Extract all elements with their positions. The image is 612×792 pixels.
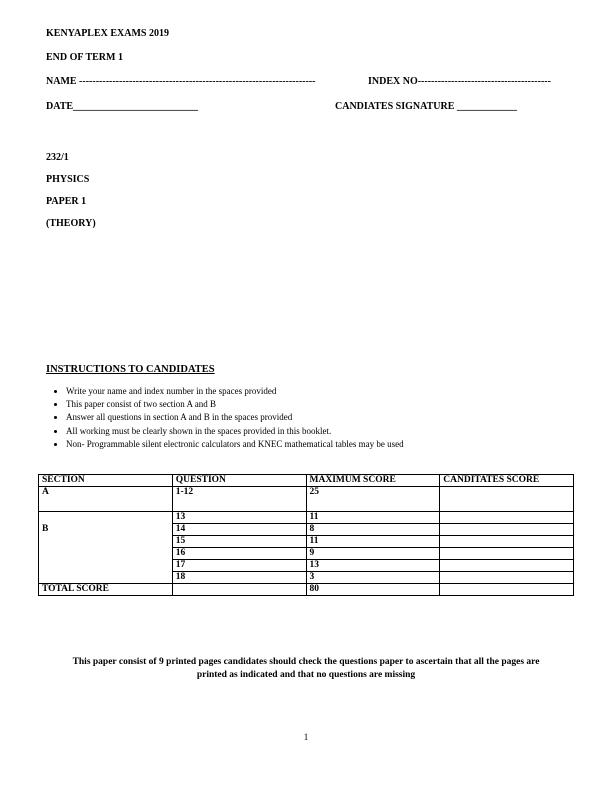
question-cell: 15	[172, 536, 306, 548]
total-label: TOTAL SCORE	[39, 584, 173, 596]
signature-field: CANDIATES SIGNATURE ____________	[335, 101, 517, 112]
candidate-score-cell[interactable]	[440, 536, 574, 548]
instruction-item: • Write your name and index number in the spaces provided	[66, 385, 404, 398]
instructions-title: INSTRUCTIONS TO CANDIDATES	[46, 364, 215, 375]
question-cell: 1-12	[172, 487, 306, 512]
candidate-score-cell[interactable]	[440, 487, 574, 512]
instruction-item: • Non- Programmable silent electronic calculators and KNEC mathematical tables may be used	[66, 438, 404, 451]
header-cell: QUESTION	[172, 475, 306, 487]
question-cell: 14	[172, 524, 306, 536]
max-score-cell: 25	[306, 487, 440, 512]
table-row	[39, 487, 574, 512]
max-score-cell: 11	[306, 512, 440, 524]
instruction-item: • All working must be clearly shown in the spaces provided in this booklet.	[66, 425, 404, 438]
exam-title: KENYAPLEX EXAMS 2019	[46, 28, 169, 39]
subject: PHYSICS	[46, 174, 90, 185]
candidate-score-cell[interactable]	[440, 560, 574, 572]
name-field: NAME -----------------------------------------------------------------------	[46, 76, 316, 87]
section-cell: A	[39, 487, 173, 512]
candidate-score-cell[interactable]	[440, 524, 574, 536]
table-row	[39, 512, 574, 524]
total-row	[39, 584, 574, 596]
header-cell: CANDITATES SCORE	[440, 475, 574, 487]
page-number: 1	[303, 732, 309, 742]
table-header-row	[39, 475, 574, 487]
paper-code: 232/1	[46, 152, 69, 163]
paper-type: (THEORY)	[46, 218, 96, 229]
candidate-score-cell[interactable]	[440, 512, 574, 524]
term-label: END OF TERM 1	[46, 52, 123, 63]
instructions-list	[46, 385, 404, 451]
question-cell: 18	[172, 572, 306, 584]
question-cell: 13	[172, 512, 306, 524]
candidate-total-cell[interactable]	[440, 584, 574, 596]
max-score-cell: 3	[306, 572, 440, 584]
header-cell: SECTION	[39, 475, 173, 487]
total-max-score: 80	[306, 584, 440, 596]
max-score-cell: 9	[306, 548, 440, 560]
candidate-score-cell[interactable]	[440, 548, 574, 560]
max-score-cell: 13	[306, 560, 440, 572]
question-cell	[172, 584, 306, 596]
paper-number: PAPER 1	[46, 196, 87, 207]
question-cell: 16	[172, 548, 306, 560]
score-table	[38, 474, 574, 596]
section-cell: B	[39, 512, 173, 584]
question-cell: 17	[172, 560, 306, 572]
header-cell: MAXIMUM SCORE	[306, 475, 440, 487]
max-score-cell: 8	[306, 524, 440, 536]
instruction-item: • Answer all questions in section A and B in the spaces provided	[66, 411, 404, 424]
candidate-score-cell[interactable]	[440, 572, 574, 584]
instruction-item: • This paper consist of two section A and B	[66, 398, 404, 411]
max-score-cell: 11	[306, 536, 440, 548]
page-count-note: This paper consist of 9 printed pages candidates should check the questions paper to ascertain that all the pages are printed as indicated and that no questions are missing	[72, 657, 540, 680]
index-field: INDEX NO----------------------------------------	[368, 76, 551, 87]
date-field: DATE_________________________	[46, 101, 199, 112]
